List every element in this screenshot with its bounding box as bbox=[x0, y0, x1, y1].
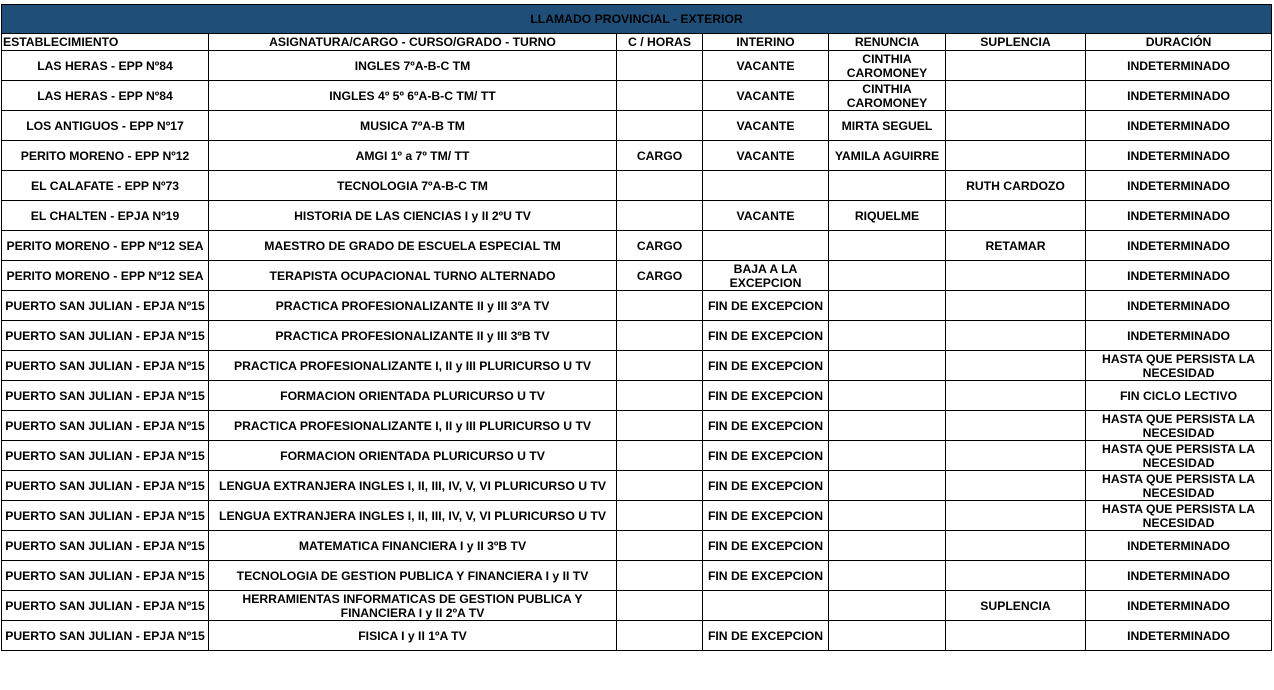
interino-cell[interactable]: FIN DE EXCEPCION bbox=[703, 381, 829, 411]
suplencia-cell[interactable] bbox=[946, 351, 1086, 381]
renuncia-cell[interactable] bbox=[829, 261, 946, 291]
establecimiento-cell[interactable]: LAS HERAS - EPP Nº84 bbox=[2, 51, 209, 81]
column-header-renuncia[interactable]: RENUNCIA bbox=[829, 34, 946, 51]
table-row bbox=[2, 351, 1272, 381]
table-row bbox=[2, 621, 1272, 651]
interino-cell[interactable] bbox=[703, 171, 829, 201]
establecimiento-cell[interactable]: PERITO MORENO - EPP Nº12 SEA bbox=[2, 261, 209, 291]
header-row bbox=[2, 34, 1272, 51]
duracion-cell[interactable]: INDETERMINADO bbox=[1086, 201, 1272, 231]
suplencia-cell[interactable] bbox=[946, 621, 1086, 651]
column-header-horas[interactable]: C / HORAS bbox=[617, 34, 703, 51]
column-header-suplencia[interactable]: SUPLENCIA bbox=[946, 34, 1086, 51]
asignatura-cell[interactable]: PRACTICA PROFESIONALIZANTE II y III 3ºB TV bbox=[209, 321, 617, 351]
interino-cell[interactable]: VACANTE bbox=[703, 81, 829, 111]
duracion-cell[interactable]: HASTA QUE PERSISTA LA NECESIDAD bbox=[1086, 351, 1272, 381]
establecimiento-cell[interactable]: PUERTO SAN JULIAN - EPJA Nº15 bbox=[2, 561, 209, 591]
renuncia-cell[interactable] bbox=[829, 621, 946, 651]
horas-cell[interactable] bbox=[617, 591, 703, 621]
renuncia-cell[interactable] bbox=[829, 171, 946, 201]
asignatura-cell[interactable]: FISICA I y II 1ºA TV bbox=[209, 621, 617, 651]
suplencia-cell[interactable] bbox=[946, 261, 1086, 291]
asignatura-cell[interactable]: LENGUA EXTRANJERA INGLES I, II, III, IV, V, VI PLURICURSO U TV bbox=[209, 501, 617, 531]
suplencia-cell[interactable] bbox=[946, 501, 1086, 531]
establecimiento-cell[interactable]: EL CALAFATE - EPP Nº73 bbox=[2, 171, 209, 201]
asignatura-cell[interactable]: MATEMATICA FINANCIERA I y II 3ºB TV bbox=[209, 531, 617, 561]
suplencia-cell[interactable] bbox=[946, 321, 1086, 351]
establecimiento-cell[interactable]: PUERTO SAN JULIAN - EPJA Nº15 bbox=[2, 291, 209, 321]
horas-cell[interactable] bbox=[617, 531, 703, 561]
duracion-cell[interactable]: INDETERMINADO bbox=[1086, 321, 1272, 351]
renuncia-cell[interactable] bbox=[829, 501, 946, 531]
establecimiento-cell[interactable]: PUERTO SAN JULIAN - EPJA Nº15 bbox=[2, 441, 209, 471]
renuncia-cell[interactable] bbox=[829, 441, 946, 471]
duracion-cell[interactable]: INDETERMINADO bbox=[1086, 171, 1272, 201]
table-row bbox=[2, 531, 1272, 561]
table-row bbox=[2, 141, 1272, 171]
interino-cell[interactable]: FIN DE EXCEPCION bbox=[703, 621, 829, 651]
horas-cell[interactable] bbox=[617, 471, 703, 501]
suplencia-cell[interactable] bbox=[946, 531, 1086, 561]
duracion-cell[interactable]: HASTA QUE PERSISTA LA NECESIDAD bbox=[1086, 441, 1272, 471]
duracion-cell[interactable]: FIN CICLO LECTIVO bbox=[1086, 381, 1272, 411]
horas-cell[interactable] bbox=[617, 411, 703, 441]
interino-cell[interactable]: FIN DE EXCEPCION bbox=[703, 291, 829, 321]
establecimiento-cell[interactable]: EL CHALTEN - EPJA Nº19 bbox=[2, 201, 209, 231]
renuncia-cell[interactable] bbox=[829, 471, 946, 501]
renuncia-cell[interactable]: CINTHIA CAROMONEY bbox=[829, 51, 946, 81]
horas-cell[interactable] bbox=[617, 621, 703, 651]
duracion-cell[interactable]: HASTA QUE PERSISTA LA NECESIDAD bbox=[1086, 411, 1272, 441]
table-row bbox=[2, 321, 1272, 351]
asignatura-cell[interactable]: HISTORIA DE LAS CIENCIAS I y II 2ºU TV bbox=[209, 201, 617, 231]
interino-cell[interactable]: FIN DE EXCEPCION bbox=[703, 441, 829, 471]
asignatura-cell[interactable]: TECNOLOGIA DE GESTION PUBLICA Y FINANCIERA I y II TV bbox=[209, 561, 617, 591]
interino-cell[interactable] bbox=[703, 231, 829, 261]
suplencia-cell[interactable] bbox=[946, 141, 1086, 171]
interino-cell[interactable]: VACANTE bbox=[703, 51, 829, 81]
table-row bbox=[2, 441, 1272, 471]
interino-cell[interactable]: FIN DE EXCEPCION bbox=[703, 411, 829, 441]
renuncia-cell[interactable] bbox=[829, 381, 946, 411]
column-header-establecimiento[interactable]: ESTABLECIMIENTO bbox=[2, 34, 209, 51]
renuncia-cell[interactable] bbox=[829, 351, 946, 381]
establecimiento-cell[interactable]: PUERTO SAN JULIAN - EPJA Nº15 bbox=[2, 531, 209, 561]
renuncia-cell[interactable] bbox=[829, 291, 946, 321]
asignatura-cell[interactable]: AMGI 1º a 7º TM/ TT bbox=[209, 141, 617, 171]
asignatura-cell[interactable]: FORMACION ORIENTADA PLURICURSO U TV bbox=[209, 381, 617, 411]
horas-cell[interactable] bbox=[617, 171, 703, 201]
table-row bbox=[2, 501, 1272, 531]
asignatura-cell[interactable]: FORMACION ORIENTADA PLURICURSO U TV bbox=[209, 441, 617, 471]
horas-cell[interactable] bbox=[617, 321, 703, 351]
suplencia-cell[interactable] bbox=[946, 411, 1086, 441]
horas-cell[interactable] bbox=[617, 501, 703, 531]
table-body bbox=[2, 51, 1272, 651]
duracion-cell[interactable]: INDETERMINADO bbox=[1086, 531, 1272, 561]
suplencia-cell[interactable] bbox=[946, 381, 1086, 411]
establecimiento-cell[interactable]: LAS HERAS - EPP Nº84 bbox=[2, 81, 209, 111]
duracion-cell[interactable]: INDETERMINADO bbox=[1086, 231, 1272, 261]
horas-cell[interactable] bbox=[617, 351, 703, 381]
suplencia-cell[interactable] bbox=[946, 51, 1086, 81]
asignatura-cell[interactable]: PRACTICA PROFESIONALIZANTE II y III 3ºA TV bbox=[209, 291, 617, 321]
interino-cell[interactable]: VACANTE bbox=[703, 141, 829, 171]
renuncia-cell[interactable]: CINTHIA CAROMONEY bbox=[829, 81, 946, 111]
renuncia-cell[interactable]: RIQUELME bbox=[829, 201, 946, 231]
renuncia-cell[interactable] bbox=[829, 591, 946, 621]
duracion-cell[interactable]: INDETERMINADO bbox=[1086, 561, 1272, 591]
duracion-cell[interactable]: INDETERMINADO bbox=[1086, 291, 1272, 321]
suplencia-cell[interactable] bbox=[946, 291, 1086, 321]
table-row bbox=[2, 471, 1272, 501]
horas-cell[interactable] bbox=[617, 51, 703, 81]
renuncia-cell[interactable] bbox=[829, 561, 946, 591]
establecimiento-cell[interactable]: PERITO MORENO - EPP Nº12 SEA bbox=[2, 231, 209, 261]
duracion-cell[interactable]: INDETERMINADO bbox=[1086, 81, 1272, 111]
table-row bbox=[2, 561, 1272, 591]
duracion-cell[interactable]: HASTA QUE PERSISTA LA NECESIDAD bbox=[1086, 471, 1272, 501]
suplencia-cell[interactable]: RUTH CARDOZO bbox=[946, 171, 1086, 201]
establecimiento-cell[interactable]: PUERTO SAN JULIAN - EPJA Nº15 bbox=[2, 381, 209, 411]
interino-cell[interactable]: BAJA A LA EXCEPCION bbox=[703, 261, 829, 291]
column-header-asignatura[interactable]: ASIGNATURA/CARGO - CURSO/GRADO - TURNO bbox=[209, 34, 617, 51]
interino-cell[interactable] bbox=[703, 591, 829, 621]
horas-cell[interactable] bbox=[617, 561, 703, 591]
duracion-cell[interactable]: INDETERMINADO bbox=[1086, 591, 1272, 621]
duracion-cell[interactable]: INDETERMINADO bbox=[1086, 111, 1272, 141]
establecimiento-cell[interactable]: LOS ANTIGUOS - EPP Nº17 bbox=[2, 111, 209, 141]
table-row bbox=[2, 171, 1272, 201]
asignatura-cell[interactable]: INGLES 7ºA-B-C TM bbox=[209, 51, 617, 81]
interino-cell[interactable]: FIN DE EXCEPCION bbox=[703, 561, 829, 591]
table-row bbox=[2, 111, 1272, 141]
interino-cell[interactable]: FIN DE EXCEPCION bbox=[703, 471, 829, 501]
establecimiento-cell[interactable]: PUERTO SAN JULIAN - EPJA Nº15 bbox=[2, 591, 209, 621]
suplencia-cell[interactable] bbox=[946, 111, 1086, 141]
column-header-duracion[interactable]: DURACIÓN bbox=[1086, 34, 1272, 51]
renuncia-cell[interactable]: YAMILA AGUIRRE bbox=[829, 141, 946, 171]
table-row bbox=[2, 591, 1272, 621]
suplencia-cell[interactable] bbox=[946, 441, 1086, 471]
establecimiento-cell[interactable]: PUERTO SAN JULIAN - EPJA Nº15 bbox=[2, 351, 209, 381]
renuncia-cell[interactable]: MIRTA SEGUEL bbox=[829, 111, 946, 141]
asignatura-cell[interactable]: TERAPISTA OCUPACIONAL TURNO ALTERNADO bbox=[209, 261, 617, 291]
horas-cell[interactable]: CARGO bbox=[617, 231, 703, 261]
horas-cell[interactable] bbox=[617, 201, 703, 231]
renuncia-cell[interactable] bbox=[829, 411, 946, 441]
table-row bbox=[2, 381, 1272, 411]
horas-cell[interactable] bbox=[617, 291, 703, 321]
establecimiento-cell[interactable]: PUERTO SAN JULIAN - EPJA Nº15 bbox=[2, 411, 209, 441]
asignatura-cell[interactable]: MUSICA 7ºA-B TM bbox=[209, 111, 617, 141]
duracion-cell[interactable]: INDETERMINADO bbox=[1086, 621, 1272, 651]
interino-cell[interactable]: FIN DE EXCEPCION bbox=[703, 351, 829, 381]
asignatura-cell[interactable]: PRACTICA PROFESIONALIZANTE I, II y III PLURICURSO U TV bbox=[209, 351, 617, 381]
establecimiento-cell[interactable]: PUERTO SAN JULIAN - EPJA Nº15 bbox=[2, 471, 209, 501]
table-row bbox=[2, 261, 1272, 291]
suplencia-cell[interactable] bbox=[946, 471, 1086, 501]
asignatura-cell[interactable]: MAESTRO DE GRADO DE ESCUELA ESPECIAL TM bbox=[209, 231, 617, 261]
horas-cell[interactable] bbox=[617, 381, 703, 411]
asignatura-cell[interactable]: PRACTICA PROFESIONALIZANTE I, II y III PLURICURSO U TV bbox=[209, 411, 617, 441]
asignatura-cell[interactable]: LENGUA EXTRANJERA INGLES I, II, III, IV, V, VI PLURICURSO U TV bbox=[209, 471, 617, 501]
renuncia-cell[interactable] bbox=[829, 231, 946, 261]
spreadsheet-table bbox=[1, 4, 1272, 651]
establecimiento-cell[interactable]: PUERTO SAN JULIAN - EPJA Nº15 bbox=[2, 621, 209, 651]
interino-cell[interactable]: VACANTE bbox=[703, 201, 829, 231]
horas-cell[interactable] bbox=[617, 111, 703, 141]
interino-cell[interactable]: VACANTE bbox=[703, 111, 829, 141]
table-row bbox=[2, 291, 1272, 321]
horas-cell[interactable] bbox=[617, 441, 703, 471]
asignatura-cell[interactable]: INGLES 4º 5º 6ºA-B-C TM/ TT bbox=[209, 81, 617, 111]
establecimiento-cell[interactable]: PERITO MORENO - EPP Nº12 bbox=[2, 141, 209, 171]
establecimiento-cell[interactable]: PUERTO SAN JULIAN - EPJA Nº15 bbox=[2, 501, 209, 531]
suplencia-cell[interactable]: RETAMAR bbox=[946, 231, 1086, 261]
interino-cell[interactable]: FIN DE EXCEPCION bbox=[703, 501, 829, 531]
duracion-cell[interactable]: INDETERMINADO bbox=[1086, 261, 1272, 291]
duracion-cell[interactable]: HASTA QUE PERSISTA LA NECESIDAD bbox=[1086, 501, 1272, 531]
table-row bbox=[2, 81, 1272, 111]
interino-cell[interactable]: FIN DE EXCEPCION bbox=[703, 321, 829, 351]
asignatura-cell[interactable]: TECNOLOGIA 7ºA-B-C TM bbox=[209, 171, 617, 201]
asignatura-cell[interactable]: HERRAMIENTAS INFORMATICAS DE GESTION PUBLICA Y FINANCIERA I y II 2ºA TV bbox=[209, 591, 617, 621]
suplencia-cell[interactable] bbox=[946, 561, 1086, 591]
table-row bbox=[2, 201, 1272, 231]
horas-cell[interactable] bbox=[617, 81, 703, 111]
suplencia-cell[interactable] bbox=[946, 81, 1086, 111]
duracion-cell[interactable]: INDETERMINADO bbox=[1086, 141, 1272, 171]
renuncia-cell[interactable] bbox=[829, 531, 946, 561]
column-header-interino[interactable]: INTERINO bbox=[703, 34, 829, 51]
table-row bbox=[2, 51, 1272, 81]
horas-cell[interactable]: CARGO bbox=[617, 261, 703, 291]
table-row bbox=[2, 411, 1272, 441]
establecimiento-cell[interactable]: PUERTO SAN JULIAN - EPJA Nº15 bbox=[2, 321, 209, 351]
duracion-cell[interactable]: INDETERMINADO bbox=[1086, 51, 1272, 81]
interino-cell[interactable]: FIN DE EXCEPCION bbox=[703, 531, 829, 561]
renuncia-cell[interactable] bbox=[829, 321, 946, 351]
suplencia-cell[interactable]: SUPLENCIA bbox=[946, 591, 1086, 621]
horas-cell[interactable]: CARGO bbox=[617, 141, 703, 171]
sheet-title: LLAMADO PROVINCIAL - EXTERIOR bbox=[2, 5, 1272, 34]
table-row bbox=[2, 231, 1272, 261]
suplencia-cell[interactable] bbox=[946, 201, 1086, 231]
